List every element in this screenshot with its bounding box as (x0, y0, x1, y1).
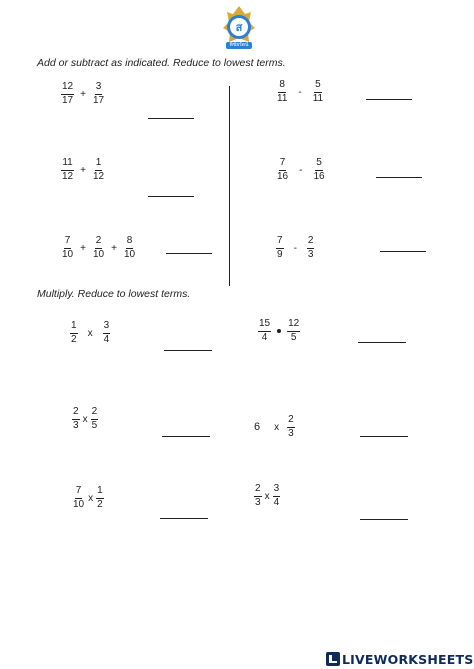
operator: x (264, 490, 270, 502)
liveworksheets-logo-icon (326, 652, 340, 666)
multiply-dot-icon (277, 329, 281, 333)
fraction: $\frac{3}{4}$ (103, 320, 110, 345)
fraction: $\frac{8}{10}$ (123, 235, 136, 260)
answer-blank-7[interactable] (164, 350, 212, 351)
problem-2 (276, 80, 324, 104)
problem-12 (254, 484, 280, 508)
fraction: $\frac{7}{9}$ (277, 235, 283, 260)
svg-text:ส: ส (235, 21, 243, 34)
answer-blank-8[interactable] (358, 342, 406, 343)
fraction: $\frac{12}{17}$ (62, 81, 74, 106)
problem-8 (258, 319, 300, 343)
fraction: $\frac{2}{10}$ (92, 235, 105, 260)
fraction: $\frac{5}{16}$ (313, 157, 325, 182)
fraction: $\frac{8}{11}$ (277, 79, 288, 104)
operator: x (274, 421, 280, 433)
problem-6 (276, 236, 314, 260)
problem-10 (254, 415, 295, 439)
answer-blank-4[interactable] (376, 177, 422, 178)
problem-3 (61, 158, 105, 182)
fraction: $\frac{2}{3}$ (73, 406, 79, 431)
fraction: $\frac{3}{4}$ (273, 483, 280, 508)
answer-blank-1[interactable] (148, 118, 194, 119)
operator: x (88, 492, 94, 504)
fraction: $\frac{2}{5}$ (91, 406, 98, 431)
fraction: $\frac{7}{10}$ (73, 485, 85, 510)
operator: + (80, 88, 86, 100)
problem-5 (61, 236, 136, 260)
answer-blank-3[interactable] (148, 196, 194, 197)
problem-9 (72, 407, 98, 431)
problem-11 (72, 486, 104, 510)
fraction: $\frac{5}{11}$ (312, 79, 324, 104)
answer-blank-2[interactable] (366, 99, 412, 100)
fraction: $\frac{1}{2}$ (97, 485, 103, 510)
answer-blank-10[interactable] (360, 436, 408, 437)
school-logo-label: พิชัยรัตน์ (226, 42, 252, 49)
liveworksheets-brand[interactable]: LIVEWORKSHEETS (342, 652, 474, 667)
column-divider (229, 86, 230, 286)
fraction: $\frac{2}{3}$ (255, 483, 261, 508)
fraction: $\frac{2}{3}$ (307, 235, 314, 260)
fraction: $\frac{11}{12}$ (62, 157, 74, 182)
answer-blank-6[interactable] (380, 251, 426, 252)
operator: x (82, 413, 88, 425)
operator: - (298, 86, 302, 98)
instruction-multiply: Multiply. Reduce to lowest terms. (37, 288, 191, 300)
answer-blank-11[interactable] (160, 518, 208, 519)
operator: + (80, 242, 86, 254)
fraction: $\frac{1}{2}$ (71, 320, 77, 345)
fraction: $\frac{1}{12}$ (92, 157, 105, 182)
operator: - (293, 242, 297, 254)
instruction-add-subtract: Add or subtract as indicated. Reduce to lowest terms. (37, 57, 286, 69)
answer-blank-12[interactable] (360, 519, 408, 520)
operator: - (299, 164, 303, 176)
fraction: $\frac{7}{16}$ (277, 157, 289, 182)
fraction: $\frac{3}{17}$ (92, 81, 105, 106)
fraction: $\frac{12}{5}$ (288, 318, 300, 343)
whole-number: 6 (254, 421, 261, 433)
fraction: $\frac{7}{10}$ (62, 235, 74, 260)
problem-1 (61, 82, 105, 106)
operator: + (80, 164, 86, 176)
answer-blank-9[interactable] (162, 436, 210, 437)
problem-4 (276, 158, 326, 182)
operator: x (87, 327, 93, 339)
operator: + (111, 242, 117, 254)
problem-7 (70, 321, 110, 345)
fraction: $\frac{15}{4}$ (259, 318, 271, 343)
answer-blank-5[interactable] (166, 253, 212, 254)
fraction: $\frac{2}{3}$ (288, 414, 294, 439)
